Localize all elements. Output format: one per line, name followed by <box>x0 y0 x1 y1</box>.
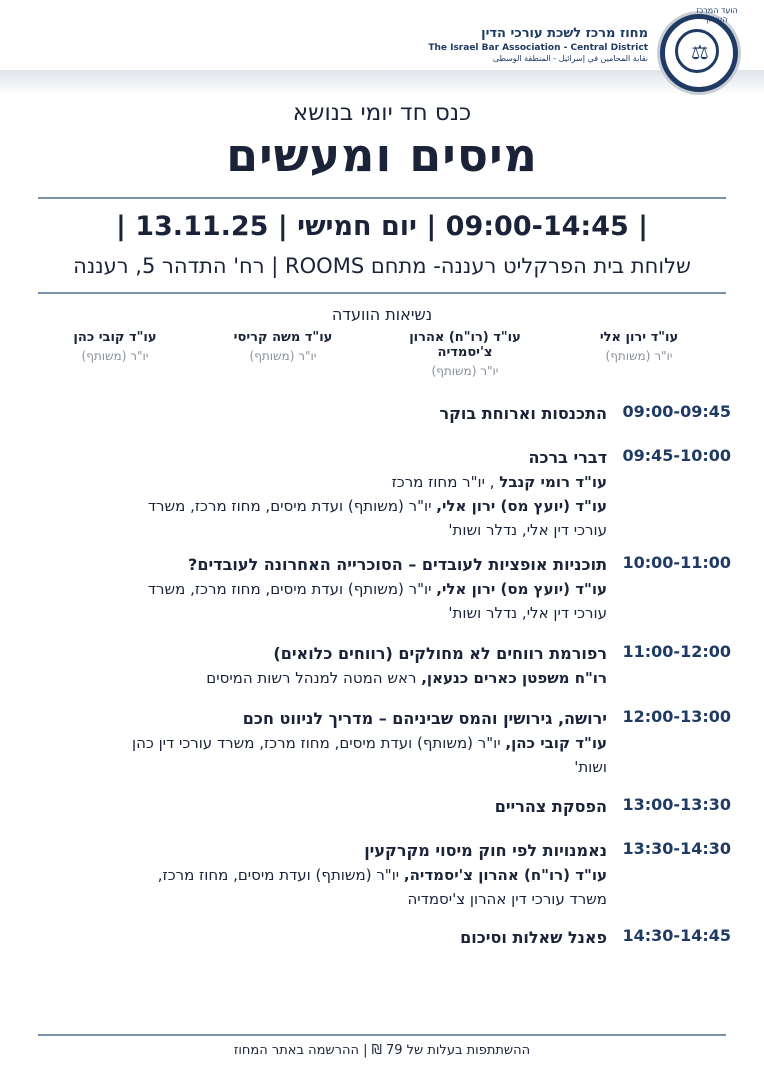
venue-line: שלוחת בית הפרקליט רעננה- מתחם ROOMS | רח' התדהר 5, רעננה <box>73 254 691 278</box>
session-time: 10:00-11:00 <box>622 553 731 572</box>
session-time: 13:30-14:30 <box>622 839 731 858</box>
brand-block <box>428 26 648 63</box>
footer-note: ההשתתפות בעלות של 79 ₪ | ההרשמה באתר המחוז <box>233 1043 531 1058</box>
speaker-name: עו"ד (יועץ מס) ירון אלי, <box>436 580 607 598</box>
speaker-name: עו"ד רומי קנבל <box>499 473 607 491</box>
session-title: דברי ברכה <box>528 448 607 467</box>
session-title: ירושה, גירושין והמס שביניהם – מדריך לניווט חכם <box>242 709 607 728</box>
header-shadow <box>0 70 764 96</box>
speaker-line <box>31 731 607 755</box>
speaker-role: יו"ר (משותף) ועדת מיסים, מחוז מרכז, משרד <box>147 580 437 598</box>
speaker-role: יו"ר (משותף) ועדת מיסים, מחוז מרכז, <box>157 866 404 884</box>
divider-bottom <box>38 292 726 294</box>
chair-role: יו"ר (משותף) <box>249 349 317 363</box>
speaker-role: משרד עורכי דין אהרון צ'יסמדיה <box>407 890 607 908</box>
speaker-role: עורכי דין אלי, נדלר ושות' <box>448 604 607 622</box>
speaker-name: עו"ד (יועץ מס) ירון אלי, <box>436 497 607 515</box>
chair-role: יו"ר (משותף) <box>431 364 499 378</box>
speaker-line <box>31 601 607 625</box>
chair-name: עו"ד משה קריסי <box>233 330 333 345</box>
speaker-role: יו"ר (משותף) ועדת מיסים, מחוז מרכז, משרד עורכי דין כהן <box>131 734 506 752</box>
speaker-role: , יו"ר מחוז מרכז <box>391 473 500 491</box>
brand-name-he: מחוז מרכז לשכת עורכי הדין <box>481 26 648 41</box>
speaker-line <box>31 518 607 542</box>
session-time: 09:45-10:00 <box>622 446 731 465</box>
divider-top <box>38 197 726 199</box>
speaker-line <box>31 666 607 690</box>
event-title: מיסים ומעשים <box>226 128 538 182</box>
chair-role: יו"ר (משותף) <box>81 349 149 363</box>
chair-card <box>198 330 368 363</box>
scales-emblem-icon: ⚖ <box>675 29 719 73</box>
logo-arc-text: הועד המרכז העליון <box>696 6 738 24</box>
speaker-line <box>31 494 607 518</box>
speaker-line <box>31 887 607 911</box>
session-title: רפורמת רווחים לא מחולקים (רווחים כלואים) <box>273 644 607 663</box>
speaker-line <box>31 863 607 887</box>
chair-card <box>380 330 550 378</box>
session-time: 11:00-12:00 <box>622 642 731 661</box>
speaker-role: עורכי דין אלי, נדלר ושות' <box>448 521 607 539</box>
date-time-bar: | 09:00-14:45 | יום חמישי | 13.11.25 | <box>115 211 649 242</box>
speaker-role: ושות' <box>574 758 607 776</box>
chair-name: עו"ד (רו"ח) אהרון צ'יסמדיה <box>409 330 521 360</box>
footer-divider <box>38 1034 726 1036</box>
chair-name: עו"ד ירון אלי <box>599 330 679 345</box>
chair-card <box>554 330 724 363</box>
brand-name-en: The Israel Bar Association - Central District <box>428 43 648 53</box>
header-band <box>0 0 764 78</box>
event-subtitle: כנס חד יומי בנושא <box>292 100 472 126</box>
speaker-name: רו"ח משפטן כארים כנעאן, <box>421 669 607 687</box>
session-title: הפסקת צהריים <box>494 797 607 816</box>
session-time: 14:30-14:45 <box>622 926 731 945</box>
speaker-role: יו"ר (משותף) ועדת מיסים, מחוז מרכז, משרד <box>147 497 437 515</box>
session-title: פאנל שאלות וסיכום <box>460 928 607 947</box>
chair-name: עו"ד קובי כהן <box>73 330 157 345</box>
speaker-name: עו"ד (רו"ח) אהרון צ'יסמדיה, <box>403 866 607 884</box>
session-time: 13:00-13:30 <box>622 795 731 814</box>
session-time: 09:00-09:45 <box>622 402 731 421</box>
speaker-role: ראש המטה למנהל רשות המיסים <box>206 669 422 687</box>
session-title: התכנסות וארוחת בוקר <box>439 404 607 423</box>
speaker-line <box>31 577 607 601</box>
chair-card <box>30 330 200 363</box>
bar-association-logo <box>660 14 738 92</box>
committee-title: נשיאות הוועדה <box>331 305 433 324</box>
session-time: 12:00-13:00 <box>622 707 731 726</box>
speaker-line <box>31 755 607 779</box>
speaker-name: עו"ד קובי כהן, <box>505 734 607 752</box>
chair-role: יו"ר (משותף) <box>605 349 673 363</box>
brand-name-ar: نقابة المحامين في إسرائيل - المنطقة الوسطى <box>492 54 648 63</box>
session-title: תוכניות אופציות לעובדים – הסוכרייה האחרונה לעובדים? <box>188 555 607 574</box>
speaker-line <box>31 470 607 494</box>
session-title: נאמנויות לפי חוק מיסוי מקרקעין <box>364 841 607 860</box>
